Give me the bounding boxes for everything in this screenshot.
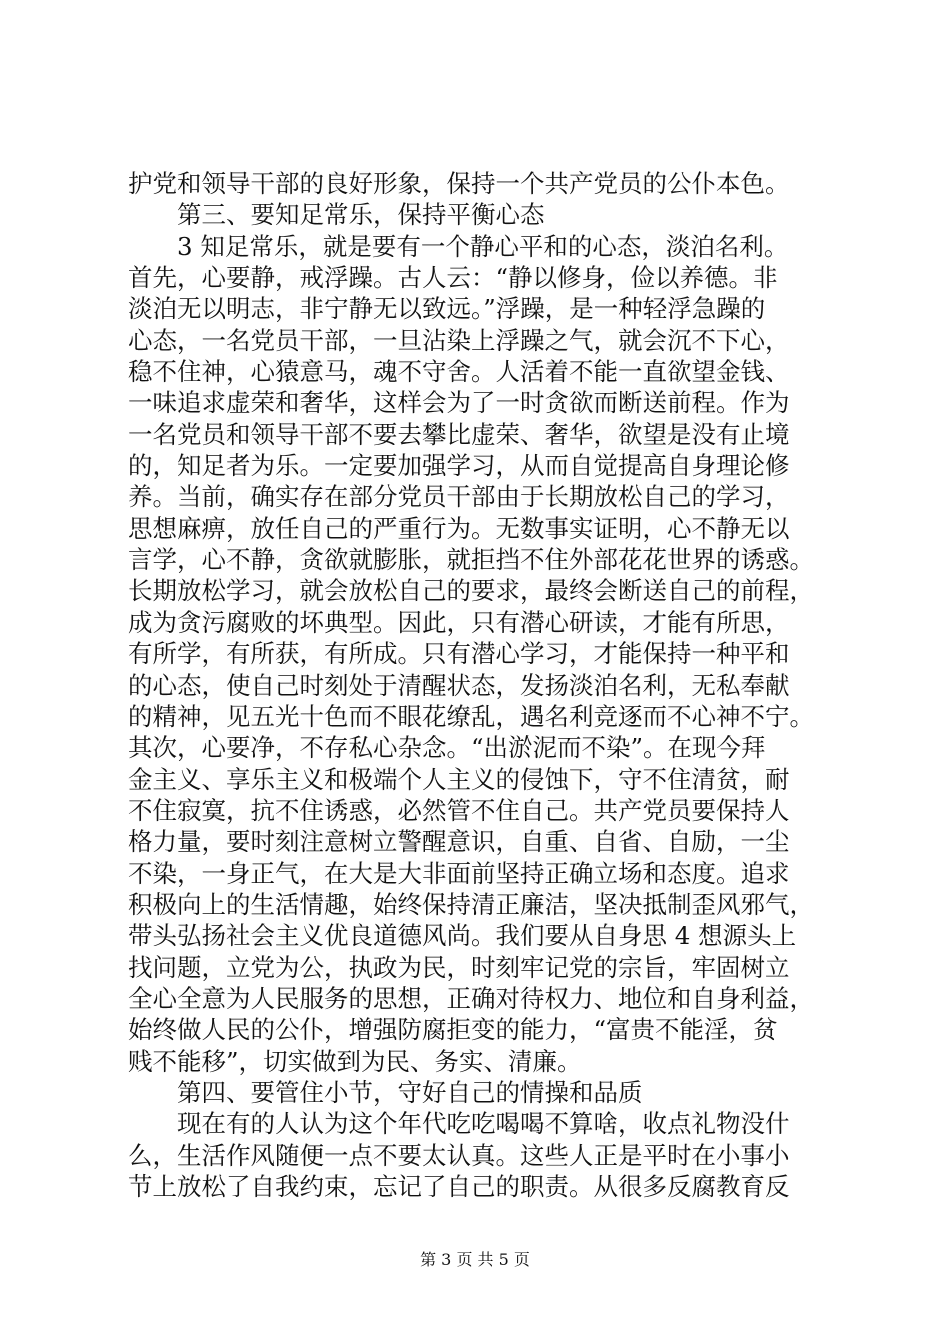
text-line: 一名党员和领导干部不要去攀比虚荣、奢华，欲望是没有止境 [128,419,790,449]
text-line: 不住寂寞，抗不住诱惑，必然管不住自己。共产党员要保持人 [128,795,790,825]
text-line: 淡泊无以明志，非宁静无以致远。”浮躁，是一种轻浮急躁的 [128,294,766,324]
paragraph-first-line: 现在有的人认为这个年代吃吃喝喝不算啥，收点礼物没什 [177,1109,790,1139]
text-line: 护党和领导干部的良好形象，保持一个共产党员的公仆本色。 [128,169,790,198]
text-line: 带头弘扬社会主义优良道德风尚。我们要从自身思 4 想源头上 [128,921,797,951]
paragraph-first-line: 3 知足常乐，就是要有一个静心平和的心态，淡泊名利。 [177,231,789,261]
text-line: 言学，心不静，贪欲就膨胀，就拒挡不住外部花花世界的诱惑。 [128,545,814,575]
text-line: 么，生活作风随便一点不要太认真。这些人正是平时在小事小 [128,1140,790,1170]
text-line: 成为贪污腐败的坏典型。因此，只有潜心研读，才能有所思， [128,607,790,637]
text-line: 其次，心要净，不存私心杂念。“出淤泥而不染”。在现今拜 [128,733,766,763]
text-line: 心态，一名党员干部，一旦沾染上浮躁之气，就会沉不下心， [128,325,790,355]
text-line: 贱不能移”，切实做到为民、务实、清廉。 [128,1046,582,1076]
text-line: 养。当前，确实存在部分党员干部由于长期放松自己的学习， [128,482,790,512]
text-line: 金主义、享乐主义和极端个人主义的侵蚀下，守不住清贫，耐 [128,764,790,794]
text-line: 长期放松学习，就会放松自己的要求，最终会断送自己的前程， [128,576,814,606]
text-line: 积极向上的生活情趣，始终保持清正廉洁，坚决抵制歪风邪气， [128,889,814,919]
text-line: 始终做人民的公仆，增强防腐拒变的能力，“富贵不能淫，贫 [128,1015,778,1045]
text-line: 一味追求虚荣和奢华，这样会为了一时贪欲而断送前程。作为 [128,388,790,418]
text-line: 节上放松了自我约束，忘记了自己的职责。从很多反腐教育反 [128,1172,790,1201]
text-line: 的，知足者为乐。一定要加强学习，从而自觉提高自身理论修 [128,451,790,481]
body-text [128,168,840,1202]
text-line: 格力量，要时刻注意树立警醒意识，自重、自省、自励，一尘 [128,827,790,857]
paragraph-first-line: 第三、要知足常乐，保持平衡心态 [177,200,545,230]
page-footer: 第 3 页 共 5 页 [420,1250,530,1269]
text-line: 找问题，立党为公，执政为民，时刻牢记党的宗旨，牢固树立 [128,952,790,982]
text-line: 全心全意为人民服务的思想，正确对待权力、地位和自身利益， [128,983,814,1013]
text-line: 思想麻痹，放任自己的严重行为。无数事实证明，心不静无以 [128,513,790,543]
text-line: 稳不住神，心猿意马，魂不守舍。人活着不能一直欲望金钱、 [128,357,790,387]
text-line: 有所学，有所获，有所成。只有潜心学习，才能保持一种平和 [128,639,790,669]
text-line: 的精神，见五光十色而不眼花缭乱，遇名利竞逐而不心神不宁。 [128,701,814,731]
paragraph-first-line: 第四、要管住小节，守好自己的情操和品质 [177,1077,643,1107]
text-line: 不染，一身正气，在大是大非面前坚持正确立场和态度。追求 [128,858,790,888]
text-line: 首先，心要静，戒浮躁。古人云：“静以修身，俭以养德。非 [128,263,778,293]
text-line: 的心态，使自己时刻处于清醒状态，发扬淡泊名利，无私奉献 [128,670,790,700]
